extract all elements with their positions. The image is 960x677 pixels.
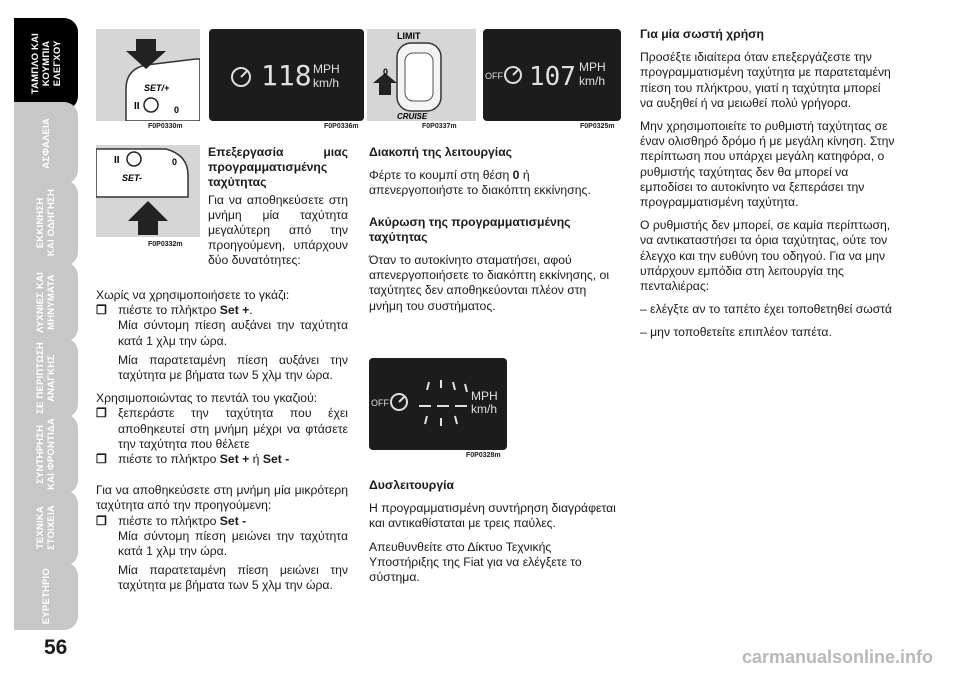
edit-speed-section: [208, 145, 348, 269]
section-heading: Διακοπή της λειτουργίας: [369, 145, 513, 159]
chapter-tabs: [0, 0, 88, 677]
paragraph: Για να αποθηκεύσετε στη μνήμη μία μικρότερη ταχύτητα από την προηγούμενη:: [96, 483, 348, 513]
svg-text:II: II: [134, 101, 140, 112]
checkbox-bullet-icon: ❒: [96, 303, 107, 318]
watermark: carmanualsonline.info: [742, 647, 934, 667]
svg-text:km/h: km/h: [471, 402, 498, 416]
svg-text:LIMIT: LIMIT: [397, 31, 421, 41]
svg-text:CRUISE: CRUISE: [397, 112, 428, 121]
display-illustration: [369, 358, 507, 450]
figure-display-118: [209, 29, 364, 121]
checkbox-bullet-icon: ❒: [96, 406, 107, 421]
paragraph: Μία παρατεταμένη πίεση μειώνει την ταχύτητα με βήματα των 5 χλμ την ώρα.: [118, 563, 348, 593]
tab-warning-lights[interactable]: [14, 262, 78, 342]
dash-item: – ελέγξτε αν το ταπέτο έχει τοποθετηθεί σωστά: [640, 302, 892, 317]
svg-text:OFF: OFF: [371, 398, 389, 408]
tab-emergency-label: ΣΕ ΠΕΡΙΠΤΩΣΗ ΑΝΑΓΚΗΣ: [35, 342, 57, 414]
figure-code: F0P0336m: [324, 123, 359, 130]
figure-limit-cruise-switch: [367, 29, 476, 121]
checkbox-bullet-icon: ❒: [96, 452, 107, 467]
dash-item: – μην τοποθετείτε επιπλέον ταπέτα.: [640, 325, 832, 340]
bullet-item: ❒ ξεπεράστε την ταχύτητα που έχει αποθηκευτεί στη μνήμη μέχρι να φτάσετε την ταχύτητα που θέλετε: [96, 406, 348, 451]
paragraph: Όταν το αυτοκίνητο σταματήσει, αφού απενεργοποιήσετε το διακόπτη εκκίνησης, οι ταχύτητες δεν αποθηκεύονται πλέον στη μνήμη του συστήματος.: [369, 253, 610, 313]
tab-safety-label: ΑΣΦΑΛΕΙΑ: [40, 117, 52, 169]
column-2: [369, 145, 621, 314]
bullet-item: ❒ πιέστε το πλήκτρο Set + ή Set -: [96, 452, 290, 467]
tab-starting-driving-label: ΕΚΚΙΝΗΣΗ ΚΑΙ ΟΔΗΓΗΣΗ: [35, 189, 57, 257]
paragraph: Φέρτε το κουμπί στη θέση 0 ή απενεργοποιήστε το διακόπτη εκκίνησης.: [369, 168, 591, 198]
figure-stalk-set-minus: [96, 145, 200, 237]
tab-index[interactable]: [14, 562, 78, 630]
paragraph: Για να αποθηκεύσετε στη μνήμη μία ταχύτητα μεγαλύτερη από την προηγούμενη, υπάρχουν δύο δυνατότητες:: [208, 192, 348, 268]
svg-text:km/h: km/h: [579, 74, 606, 88]
stalk-illustration: [96, 29, 200, 121]
tab-warning-lights-label: ΛΥΧΝΙΕΣ ΚΑΙ ΜΗΝΥΜΑΤΑ: [35, 271, 57, 333]
tab-starting-driving[interactable]: [14, 180, 78, 266]
svg-text:II: II: [114, 155, 120, 166]
svg-text:MPH: MPH: [313, 62, 340, 76]
tab-maintenance-label: ΣΥΝΤΗΡΗΣΗ ΚΑΙ ΦΡΟΝΤΙΔΑ: [35, 418, 57, 490]
paragraph: Μία παρατεταμένη πίεση αυξάνει την ταχύτητα με βήματα των 5 χλμ την ώρα.: [118, 352, 348, 383]
paragraph: Η προγραμματισμένη συντήρηση διαγράφεται και αντικαθίσταται με τρεις παύλες.: [369, 501, 616, 531]
page-number: 56: [44, 636, 68, 659]
figure-display-dashes: [369, 358, 507, 450]
svg-text:SET-: SET-: [122, 173, 143, 183]
svg-text:MPH: MPH: [471, 389, 498, 403]
figure-code: F0P0332m: [148, 241, 183, 248]
paragraph: Απευθυνθείτε στο Δίκτυο Τεχνικής Υποστήριξης της Fiat για να ελέγξετε το σύστημα.: [369, 539, 582, 585]
paragraph: Χωρίς να χρησιμοποιήσετε το γκάζι:: [96, 288, 290, 302]
paragraph: Ο ρυθμιστής δεν μπορεί, σε καμία περίπτωση, να αντικαταστήσει τα όρια ταχύτητας, ούτε τον έλεγχο και την ευθύνη του οδηγού. Για να μην υπάρχουν εμπόδια στη λειτουργία της πενταλιέρας:: [640, 218, 891, 294]
section-heading: Δυσλειτουργία: [369, 478, 454, 492]
figure-code: F0P0330m: [148, 123, 183, 130]
tab-emergency[interactable]: [14, 338, 78, 418]
section-heading: Ακύρωση της προγραμματισμένης ταχύτητας: [369, 214, 571, 244]
bullet-item: ❒ πιέστε το πλήκτρο Set -: [96, 513, 247, 528]
figure-stalk-set-plus: [96, 29, 200, 121]
svg-text:MPH: MPH: [579, 60, 606, 74]
tab-technical-data[interactable]: [14, 490, 78, 566]
section-heading: Για μία σωστή χρήση: [640, 27, 764, 41]
svg-text:0: 0: [174, 105, 180, 115]
figure-code: F0P0337m: [422, 123, 457, 130]
section-heading: Επεξεργασία μιας προγραμματισμένης ταχύτητας: [208, 145, 348, 190]
svg-text:118: 118: [261, 59, 312, 92]
tab-maintenance[interactable]: [14, 414, 78, 494]
arrow-up-icon: [128, 201, 168, 235]
figure-code: F0P0328m: [466, 452, 501, 459]
malfunction-section: [369, 478, 621, 585]
tab-dashboard[interactable]: [14, 18, 78, 110]
tab-safety[interactable]: [14, 102, 78, 184]
paragraph: Χρησιμοποιώντας το πεντάλ του γκαζιού:: [96, 391, 318, 406]
svg-text:0: 0: [383, 67, 389, 77]
paragraph: Προσέξτε ιδιαίτερα όταν επεξεργάζεστε την προγραμματισμένη ταχύτητα με παρατεταμένη πίεση του πλήκτρου, γιατί η ταχύτητα μπορεί να αυξηθεί ή να μειωθεί πολύ γρήγορα.: [640, 50, 891, 110]
figure-code: F0P0325m: [580, 123, 615, 130]
blinking-dashes: [419, 380, 467, 426]
svg-text:SET/+: SET/+: [144, 83, 170, 93]
tab-dashboard-label: ΤΑΜΠΛΟ ΚΑΙ ΚΟΥΜΠΙΑ ΕΛΕΓΧΟΥ: [29, 33, 63, 95]
column-1: [96, 288, 348, 594]
paragraph: Μην χρησιμοποιείτε το ρυθμιστή ταχύτητας σε έναν ολισθηρό δρόμο ή με μεγάλη κίνηση. Στην περίπτωση που υπάρχει μεγάλη κατηφόρα, ο ρυθμιστής ταχύτητας δεν θα μπορεί να εμποδίσει το αυτοκίνητο να ξεπεράσει την προγραμματισμένη ταχύτητα.: [640, 119, 895, 210]
checkbox-bullet-icon: ❒: [96, 513, 107, 528]
paragraph: Μία σύντομη πίεση αυξάνει την ταχύτητα κατά 1 χλμ την ώρα.: [118, 318, 348, 348]
switch-illustration: [367, 29, 476, 121]
tab-technical-data-label: ΤΕΧΝΙΚΑ ΣΤΟΙΧΕΙΑ: [35, 505, 57, 551]
svg-text:107: 107: [529, 62, 576, 92]
display-illustration: [209, 29, 364, 121]
svg-text:km/h: km/h: [313, 76, 340, 90]
svg-text:0: 0: [172, 157, 178, 167]
stalk-illustration: [96, 145, 200, 237]
column-3: [640, 27, 896, 341]
paragraph: Μία σύντομη πίεση μειώνει την ταχύτητα κατά 1 χλμ την ώρα.: [118, 528, 348, 559]
display-illustration: [483, 29, 621, 121]
svg-text:OFF: OFF: [485, 71, 503, 81]
figure-display-107: [483, 29, 621, 121]
tab-index-label: ΕΥΡΕΤΗΡΙΟ: [40, 567, 52, 625]
bullet-item: ❒ πιέστε το πλήκτρο Set +.: [96, 303, 253, 318]
